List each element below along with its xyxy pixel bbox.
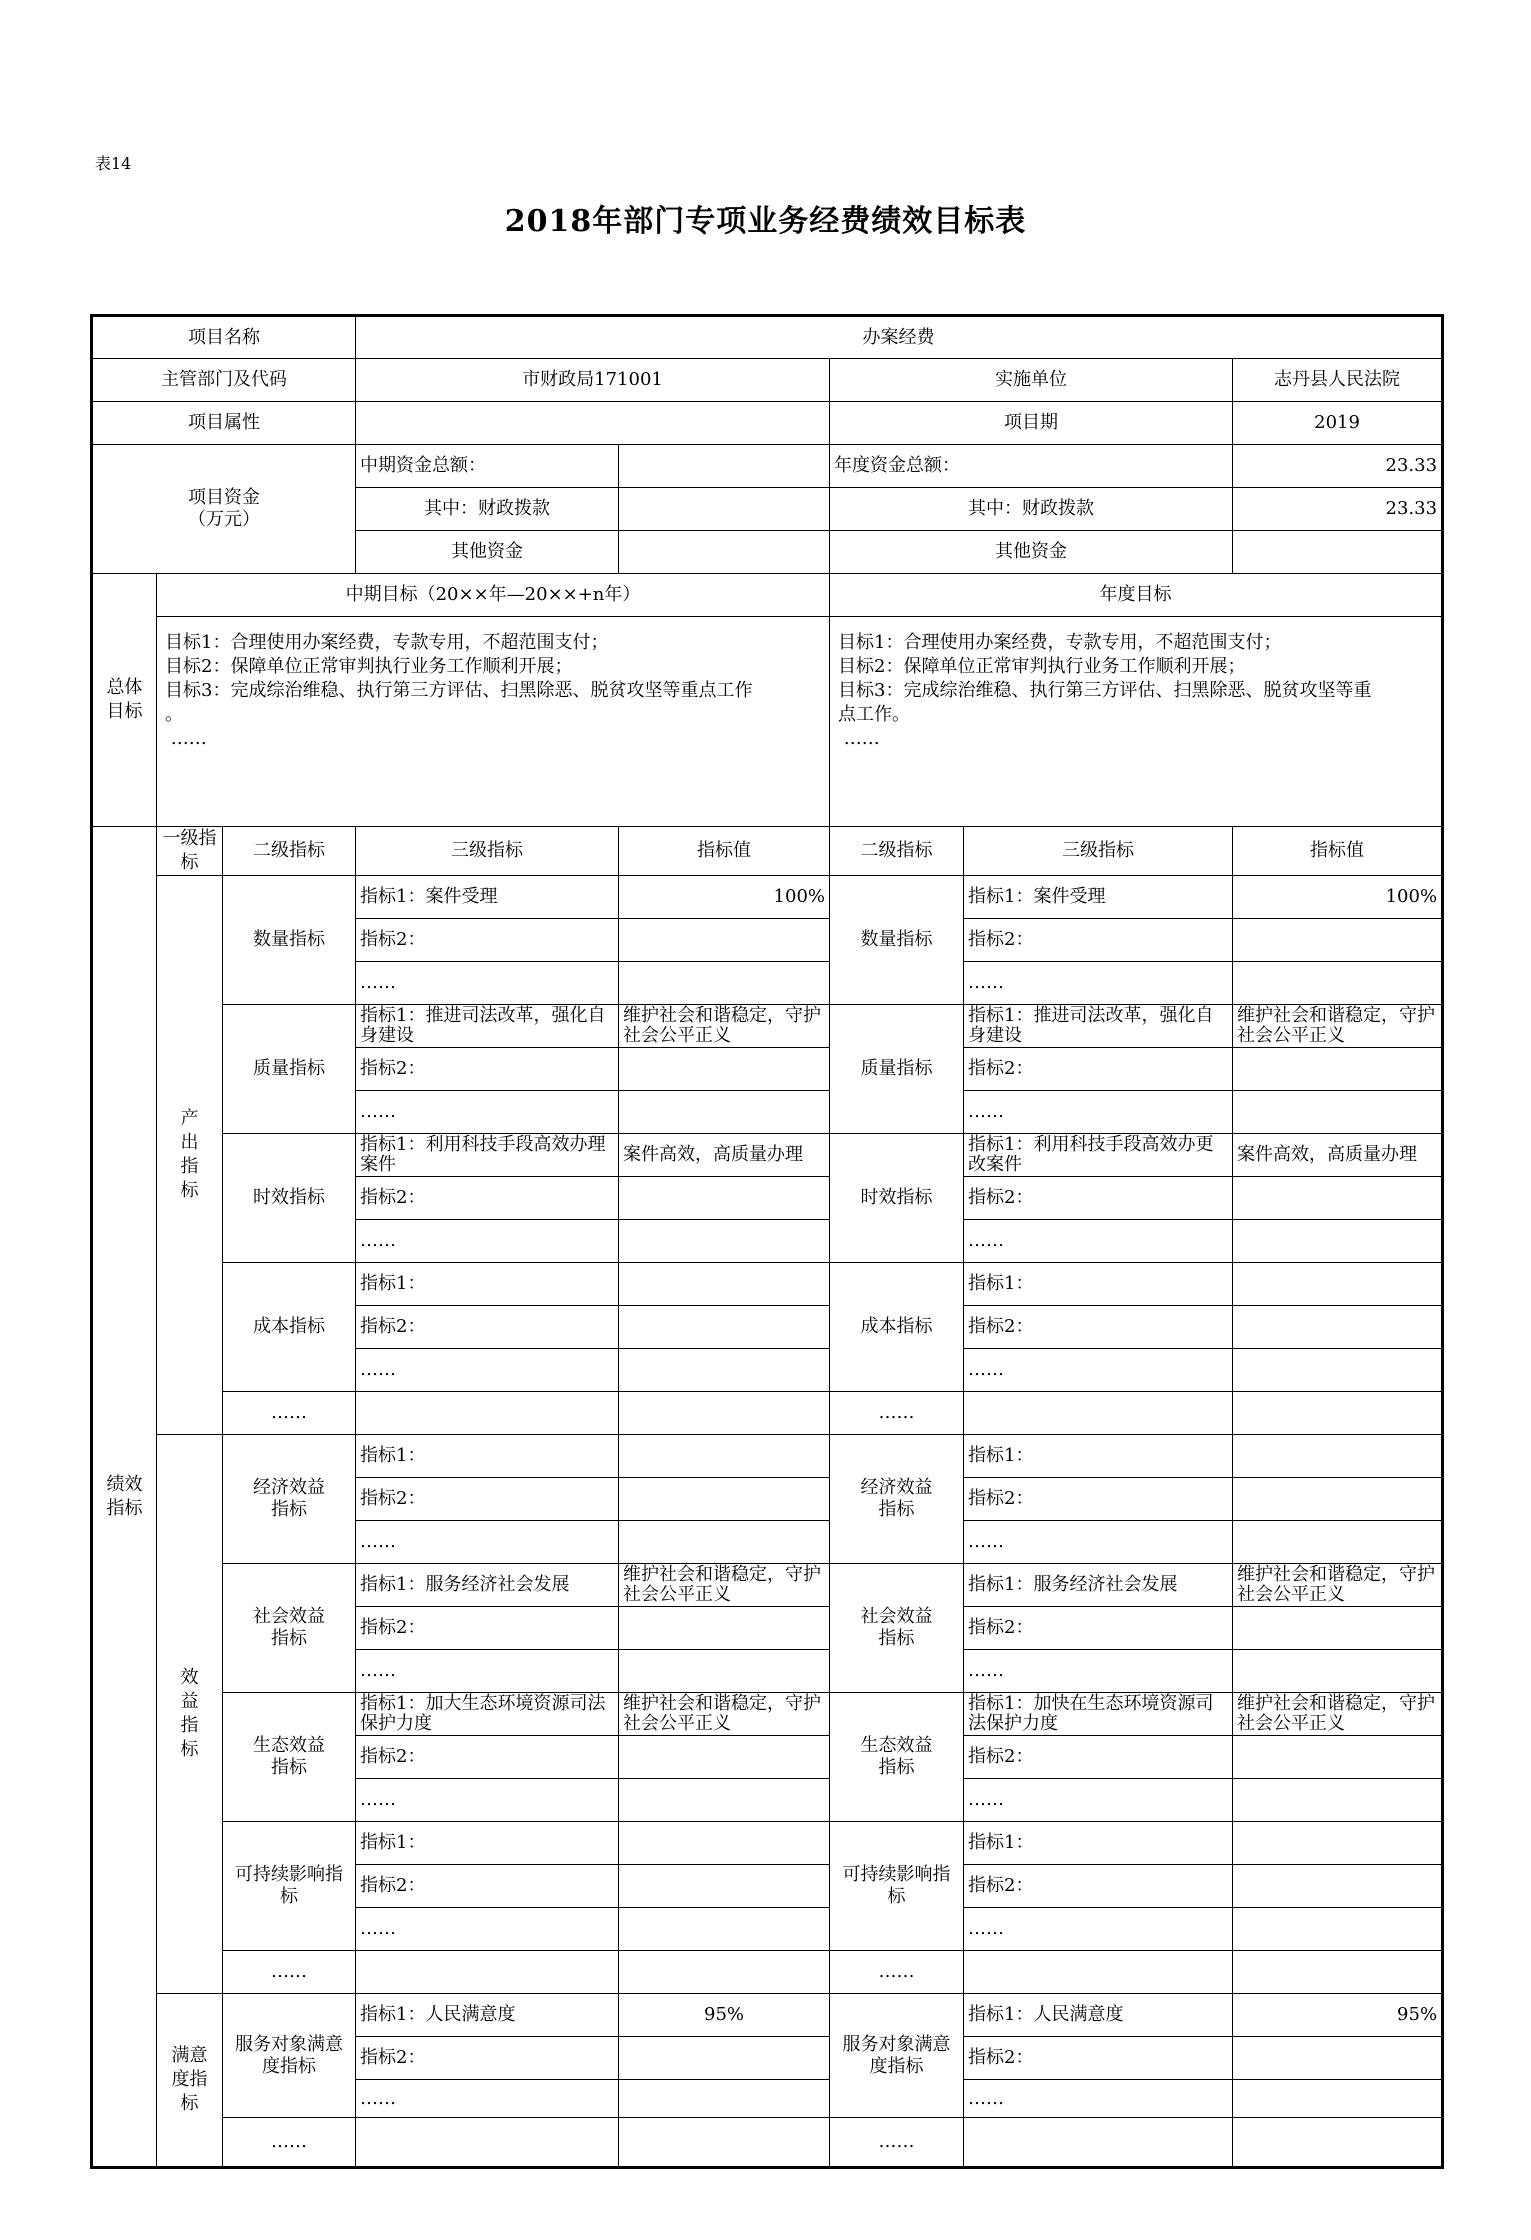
sustain-ind1-left: 指标1： — [356, 1822, 619, 1865]
sustain-more-value-right — [1233, 1908, 1443, 1951]
social-ind2-value-right — [1233, 1607, 1443, 1650]
quantity-more-right: …… — [964, 962, 1233, 1005]
quality-ind1-left: 指标1：推进司法改革，强化自身建设 — [356, 1005, 619, 1048]
col-value-left: 指标值 — [619, 827, 830, 876]
year-other-value — [1233, 531, 1443, 574]
quantity-ind2-value-right — [1233, 919, 1443, 962]
mid-goal-text — [157, 617, 830, 827]
year-fiscal-value: 23.33 — [1233, 488, 1443, 531]
overall-goal-label: 总体目标 — [92, 574, 157, 827]
fund-unit-text: （万元） — [188, 509, 260, 530]
timely-label-right: 时效指标 — [830, 1134, 964, 1263]
economic-label-right: 经济效益指标 — [830, 1435, 964, 1564]
year-fiscal-label: 其中：财政拨款 — [830, 488, 1233, 531]
timely-ind2-value-left — [619, 1177, 830, 1220]
service-more-value-right — [1233, 2080, 1443, 2118]
output-more-l3-right — [964, 1392, 1233, 1435]
social-ind1-left: 指标1：服务经济社会发展 — [356, 1564, 619, 1607]
eco-ind2-value-left — [619, 1736, 830, 1779]
economic-ind1-value-left — [619, 1435, 830, 1478]
satis-more-l3-right — [964, 2118, 1233, 2168]
quantity-more-value-right — [1233, 962, 1443, 1005]
quality-ind2-left: 指标2： — [356, 1048, 619, 1091]
timely-more-value-right — [1233, 1220, 1443, 1263]
social-label-left: 社会效益指标 — [223, 1564, 356, 1693]
social-ind2-value-left — [619, 1607, 830, 1650]
sustain-ind2-value-left — [619, 1865, 830, 1908]
dept-label: 主管部门及代码 — [92, 359, 356, 402]
output-more-value-left — [619, 1392, 830, 1435]
economic-ind1-value-right — [1233, 1435, 1443, 1478]
quality-ind1-value-right: 维护社会和谐稳定，守护社会公平正义 — [1233, 1005, 1443, 1048]
social-ind1-value-right: 维护社会和谐稳定，守护社会公平正义 — [1233, 1564, 1443, 1607]
economic-ind2-left: 指标2： — [356, 1478, 619, 1521]
cost-label-left: 成本指标 — [223, 1263, 356, 1392]
service-more-right: …… — [964, 2080, 1233, 2118]
mid-total-label: 中期资金总额： — [356, 445, 619, 488]
eco-ind1-value-left: 维护社会和谐稳定，守护社会公平正义 — [619, 1693, 830, 1736]
col-level2-left: 二级指标 — [223, 827, 356, 876]
service-ind1-left: 指标1：人民满意度 — [356, 1994, 619, 2037]
eco-more-value-right — [1233, 1779, 1443, 1822]
service-ind2-right: 指标2： — [964, 2037, 1233, 2080]
cost-ind1-value-right — [1233, 1263, 1443, 1306]
social-ind2-right: 指标2： — [964, 1607, 1233, 1650]
quantity-ind1-right: 指标1：案件受理 — [964, 876, 1233, 919]
eco-ind2-value-right — [1233, 1736, 1443, 1779]
quantity-label-right: 数量指标 — [830, 876, 964, 1005]
effect-indicator-label: 效益指标 — [157, 1435, 223, 1994]
quality-label-right: 质量指标 — [830, 1005, 964, 1134]
quality-label-left: 质量指标 — [223, 1005, 356, 1134]
economic-ind2-value-left — [619, 1478, 830, 1521]
cost-ind1-value-left — [619, 1263, 830, 1306]
mid-other-value — [619, 531, 830, 574]
timely-more-left: …… — [356, 1220, 619, 1263]
sustain-more-left: …… — [356, 1908, 619, 1951]
service-more-value-left — [619, 2080, 830, 2118]
economic-more-value-left — [619, 1521, 830, 1564]
cost-ind2-left: 指标2： — [356, 1306, 619, 1349]
social-more-value-left — [619, 1650, 830, 1693]
satis-more-l3-left — [356, 2118, 619, 2168]
col-level3-right: 三级指标 — [964, 827, 1233, 876]
effect-more-value-left — [619, 1951, 830, 1994]
col-level2-right: 二级指标 — [830, 827, 964, 876]
service-more-left: …… — [356, 2080, 619, 2118]
cost-ind2-value-right — [1233, 1306, 1443, 1349]
satis-more-value-right — [1233, 2118, 1443, 2168]
cost-more-right: …… — [964, 1349, 1233, 1392]
performance-table — [90, 314, 1444, 2169]
quality-more-value-left — [619, 1091, 830, 1134]
col-level1: 一级指标 — [157, 827, 223, 876]
economic-more-right: …… — [964, 1521, 1233, 1564]
satis-more-left: …… — [223, 2118, 356, 2168]
quantity-ind2-value-left — [619, 919, 830, 962]
quality-ind2-right: 指标2： — [964, 1048, 1233, 1091]
economic-ind1-left: 指标1： — [356, 1435, 619, 1478]
cost-label-right: 成本指标 — [830, 1263, 964, 1392]
perf-indicator-label: 绩效指标 — [92, 827, 157, 2168]
cost-ind2-right: 指标2： — [964, 1306, 1233, 1349]
mid-fiscal-label: 其中：财政拨款 — [356, 488, 619, 531]
year-goal-content: 目标1：合理使用办案经费，专款专用，不超范围支付； 目标2：保障单位正常审判执行业务工作顺利开展； 目标3：完成综治维稳、执行第三方评估、扫黑除恶、脱贫攻坚等重 点工作。 …… — [838, 632, 1372, 749]
timely-ind2-value-right — [1233, 1177, 1443, 1220]
eco-label-right: 生态效益指标 — [830, 1693, 964, 1822]
service-ind2-left: 指标2： — [356, 2037, 619, 2080]
output-more-left: …… — [223, 1392, 356, 1435]
service-label-right: 服务对象满意度指标 — [830, 1994, 964, 2118]
economic-label-left: 经济效益指标 — [223, 1435, 356, 1564]
eco-ind1-value-right: 维护社会和谐稳定，守护社会公平正义 — [1233, 1693, 1443, 1736]
fund-label-text: 项目资金 — [188, 487, 260, 508]
social-ind2-left: 指标2： — [356, 1607, 619, 1650]
quantity-ind2-right: 指标2： — [964, 919, 1233, 962]
timely-ind2-left: 指标2： — [356, 1177, 619, 1220]
quality-ind2-value-left — [619, 1048, 830, 1091]
mid-goal-header: 中期目标（20××年—20××+n年） — [157, 574, 830, 617]
output-more-l3-left — [356, 1392, 619, 1435]
quantity-ind2-left: 指标2： — [356, 919, 619, 962]
timely-more-value-left — [619, 1220, 830, 1263]
service-ind1-right: 指标1：人民满意度 — [964, 1994, 1233, 2037]
timely-ind1-left: 指标1：利用科技手段高效办理案件 — [356, 1134, 619, 1177]
timely-more-right: …… — [964, 1220, 1233, 1263]
output-indicator-label: 产出指标 — [157, 876, 223, 1435]
project-name-label: 项目名称 — [92, 316, 356, 359]
output-more-value-right — [1233, 1392, 1443, 1435]
effect-more-l3-left — [356, 1951, 619, 1994]
quantity-more-value-left — [619, 962, 830, 1005]
effect-more-left: …… — [223, 1951, 356, 1994]
sustain-ind1-value-right — [1233, 1822, 1443, 1865]
year-goal-header: 年度目标 — [830, 574, 1443, 617]
sustain-label-right: 可持续影响指标 — [830, 1822, 964, 1951]
mid-fiscal-value — [619, 488, 830, 531]
mid-other-label: 其他资金 — [356, 531, 619, 574]
year-goal-text — [830, 617, 1443, 827]
col-value-right: 指标值 — [1233, 827, 1443, 876]
quantity-more-left: …… — [356, 962, 619, 1005]
eco-more-left: …… — [356, 1779, 619, 1822]
economic-more-value-right — [1233, 1521, 1443, 1564]
social-more-value-right — [1233, 1650, 1443, 1693]
quality-more-right: …… — [964, 1091, 1233, 1134]
quality-ind1-value-left: 维护社会和谐稳定，守护社会公平正义 — [619, 1005, 830, 1048]
attr-label: 项目属性 — [92, 402, 356, 445]
quantity-label-left: 数量指标 — [223, 876, 356, 1005]
quantity-ind1-left: 指标1：案件受理 — [356, 876, 619, 919]
impl-unit-value: 志丹县人民法院 — [1233, 359, 1443, 402]
social-more-right: …… — [964, 1650, 1233, 1693]
quality-ind2-value-right — [1233, 1048, 1443, 1091]
cost-ind1-left: 指标1： — [356, 1263, 619, 1306]
effect-more-value-right — [1233, 1951, 1443, 1994]
sustain-more-right: …… — [964, 1908, 1233, 1951]
sustain-label-left: 可持续影响指标 — [223, 1822, 356, 1951]
table-number: 表14 — [95, 154, 132, 173]
quantity-ind1-value-left: 100% — [619, 876, 830, 919]
eco-label-left: 生态效益指标 — [223, 1693, 356, 1822]
sustain-ind2-value-right — [1233, 1865, 1443, 1908]
year-total-label: 年度资金总额： — [830, 445, 1233, 488]
period-label: 项目期 — [830, 402, 1233, 445]
col-level3-left: 三级指标 — [356, 827, 619, 876]
economic-ind1-right: 指标1： — [964, 1435, 1233, 1478]
satisfaction-indicator-label: 满意度指标 — [157, 1994, 223, 2168]
service-ind2-value-left — [619, 2037, 830, 2080]
cost-more-value-left — [619, 1349, 830, 1392]
social-label-right: 社会效益指标 — [830, 1564, 964, 1693]
cost-ind2-value-left — [619, 1306, 830, 1349]
cost-more-value-right — [1233, 1349, 1443, 1392]
project-name-value: 办案经费 — [356, 316, 1443, 359]
timely-ind2-right: 指标2： — [964, 1177, 1233, 1220]
mid-total-value — [619, 445, 830, 488]
eco-ind2-left: 指标2： — [356, 1736, 619, 1779]
social-more-left: …… — [356, 1650, 619, 1693]
period-value: 2019 — [1233, 402, 1443, 445]
social-ind1-right: 指标1：服务经济社会发展 — [964, 1564, 1233, 1607]
cost-more-left: …… — [356, 1349, 619, 1392]
output-more-right: …… — [830, 1392, 964, 1435]
quantity-ind1-value-right: 100% — [1233, 876, 1443, 919]
timely-ind1-right: 指标1：利用科技手段高效办更改案件 — [964, 1134, 1233, 1177]
sustain-ind1-right: 指标1： — [964, 1822, 1233, 1865]
service-label-left: 服务对象满意度指标 — [223, 1994, 356, 2118]
eco-more-value-left — [619, 1779, 830, 1822]
social-ind1-value-left: 维护社会和谐稳定，守护社会公平正义 — [619, 1564, 830, 1607]
eco-ind1-right: 指标1：加快在生态环境资源司法保护力度 — [964, 1693, 1233, 1736]
quality-more-left: …… — [356, 1091, 619, 1134]
economic-ind2-value-right — [1233, 1478, 1443, 1521]
timely-ind1-value-right: 案件高效，高质量办理 — [1233, 1134, 1443, 1177]
effect-more-right: …… — [830, 1951, 964, 1994]
sustain-ind2-right: 指标2： — [964, 1865, 1233, 1908]
satis-more-right: …… — [830, 2118, 964, 2168]
year-total-value: 23.33 — [1233, 445, 1443, 488]
fund-label — [92, 445, 356, 574]
service-ind2-value-right — [1233, 2037, 1443, 2080]
eco-more-right: …… — [964, 1779, 1233, 1822]
quality-ind1-right: 指标1：推进司法改革，强化自身建设 — [964, 1005, 1233, 1048]
eco-ind1-left: 指标1：加大生态环境资源司法保护力度 — [356, 1693, 619, 1736]
economic-more-left: …… — [356, 1521, 619, 1564]
sustain-ind1-value-left — [619, 1822, 830, 1865]
timely-ind1-value-left: 案件高效，高质量办理 — [619, 1134, 830, 1177]
eco-ind2-right: 指标2： — [964, 1736, 1233, 1779]
effect-more-l3-right — [964, 1951, 1233, 1994]
attr-value — [356, 402, 830, 445]
service-ind1-value-left: 95% — [619, 1994, 830, 2037]
dept-value: 市财政局171001 — [356, 359, 830, 402]
sustain-more-value-left — [619, 1908, 830, 1951]
page-title: 2018年部门专项业务经费绩效目标表 — [504, 204, 1027, 239]
impl-unit-label: 实施单位 — [830, 359, 1233, 402]
year-other-label: 其他资金 — [830, 531, 1233, 574]
cost-ind1-right: 指标1： — [964, 1263, 1233, 1306]
economic-ind2-right: 指标2： — [964, 1478, 1233, 1521]
timely-label-left: 时效指标 — [223, 1134, 356, 1263]
satis-more-value-left — [619, 2118, 830, 2168]
quality-more-value-right — [1233, 1091, 1443, 1134]
sustain-ind2-left: 指标2： — [356, 1865, 619, 1908]
service-ind1-value-right: 95% — [1233, 1994, 1443, 2037]
mid-goal-content: 目标1：合理使用办案经费，专款专用，不超范围支付； 目标2：保障单位正常审判执行业务工作顺利开展； 目标3：完成综治维稳、执行第三方评估、扫黑除恶、脱贫攻坚等重点工作 。 …… — [165, 632, 753, 749]
